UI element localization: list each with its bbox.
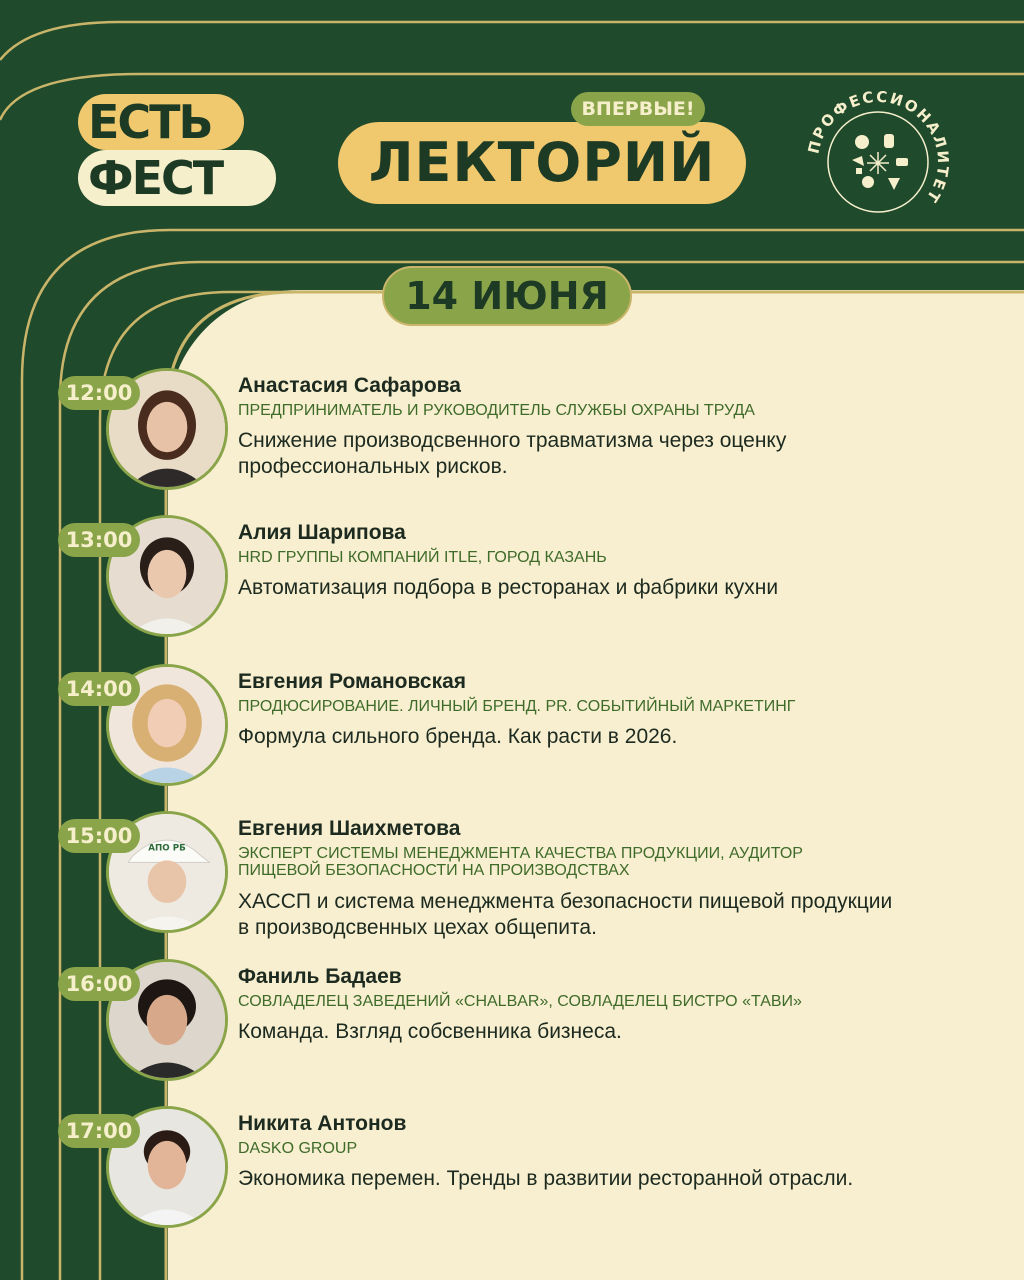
logo-line-2: ФЕСТ bbox=[78, 150, 276, 206]
session-time: 16:00 bbox=[58, 967, 140, 1001]
est-fest-logo bbox=[78, 94, 278, 206]
speaker-name: Анастасия Сафарова bbox=[238, 374, 461, 397]
session-item bbox=[0, 670, 1024, 800]
cap-logo-text: АПО РБ bbox=[148, 843, 186, 854]
session-time: 15:00 bbox=[58, 819, 140, 853]
speaker-name: Никита Антонов bbox=[238, 1112, 407, 1135]
speaker-name: Евгения Шаихметова bbox=[238, 817, 461, 840]
page-title: ЛЕКТОРИЙ bbox=[338, 122, 746, 204]
session-time: 14:00 bbox=[58, 672, 140, 706]
stamp-text: ПРОФЕССИОНАЛИТЕТ bbox=[804, 87, 953, 207]
session-item bbox=[0, 374, 1024, 504]
first-time-badge: ВПЕРВЫЕ! bbox=[571, 92, 705, 126]
speaker-name: Фаниль Бадаев bbox=[238, 965, 402, 988]
session-time: 12:00 bbox=[58, 376, 140, 410]
talk-topic: Команда. Взгляд собсвенника бизнеса. bbox=[238, 1020, 622, 1043]
speaker-role: DASKO GROUP bbox=[238, 1140, 358, 1157]
session-item bbox=[0, 817, 1024, 947]
session-time: 17:00 bbox=[58, 1114, 140, 1148]
talk-topic: Формула сильного бренда. Как расти в 2026. bbox=[238, 725, 678, 748]
date-badge: 14 ИЮНЯ bbox=[382, 266, 632, 326]
talk-topic: ХАССП и система менеджмента безопасности пищевой продукции в производсвенных цехах общепита. bbox=[238, 890, 893, 939]
talk-topic: Экономика перемен. Тренды в развитии ресторанной отрасли. bbox=[238, 1167, 854, 1190]
session-item bbox=[0, 521, 1024, 651]
svg-text:ПРОФЕССИОНАЛИТЕТ bbox=[804, 88, 952, 207]
speaker-name: Евгения Романовская bbox=[238, 670, 467, 693]
speaker-role: ПРОДЮСИРОВАНИЕ. ЛИЧНЫЙ БРЕНД. PR. СОБЫТИЙНЫЙ МАРКЕТИНГ bbox=[238, 698, 796, 715]
talk-topic: Снижение производсвенного травматизма через оценку профессиональных рисков. bbox=[238, 429, 787, 478]
session-item bbox=[0, 965, 1024, 1095]
speaker-role: HRD ГРУППЫ КОМПАНИЙ ITLE, ГОРОД КАЗАНЬ bbox=[238, 549, 607, 566]
speaker-role: СОВЛАДЕЛЕЦ ЗАВЕДЕНИЙ «CHALBAR», СОВЛАДЕЛЕЦ БИСТРО «ТАВИ» bbox=[238, 993, 802, 1010]
speaker-name: Алия Шарипова bbox=[238, 521, 406, 544]
session-item bbox=[0, 1112, 1024, 1242]
speaker-role: ПРЕДПРИНИМАТЕЛЬ И РУКОВОДИТЕЛЬ СЛУЖБЫ ОХРАНЫ ТРУДА bbox=[238, 402, 755, 419]
professionalitet-stamp bbox=[798, 82, 958, 242]
speaker-role: ЭКСПЕРТ СИСТЕМЫ МЕНЕДЖМЕНТА КАЧЕСТВА ПРОДУКЦИИ, АУДИТОР ПИЩЕВОЙ БЕЗОПАСНОСТИ НА ПРОИЗВОДСТВАХ bbox=[238, 845, 803, 879]
talk-topic: Автоматизация подбора в ресторанах и фабрики кухни bbox=[238, 576, 779, 599]
logo-line-1: ЕСТЬ bbox=[78, 94, 244, 150]
session-time: 13:00 bbox=[58, 523, 140, 557]
